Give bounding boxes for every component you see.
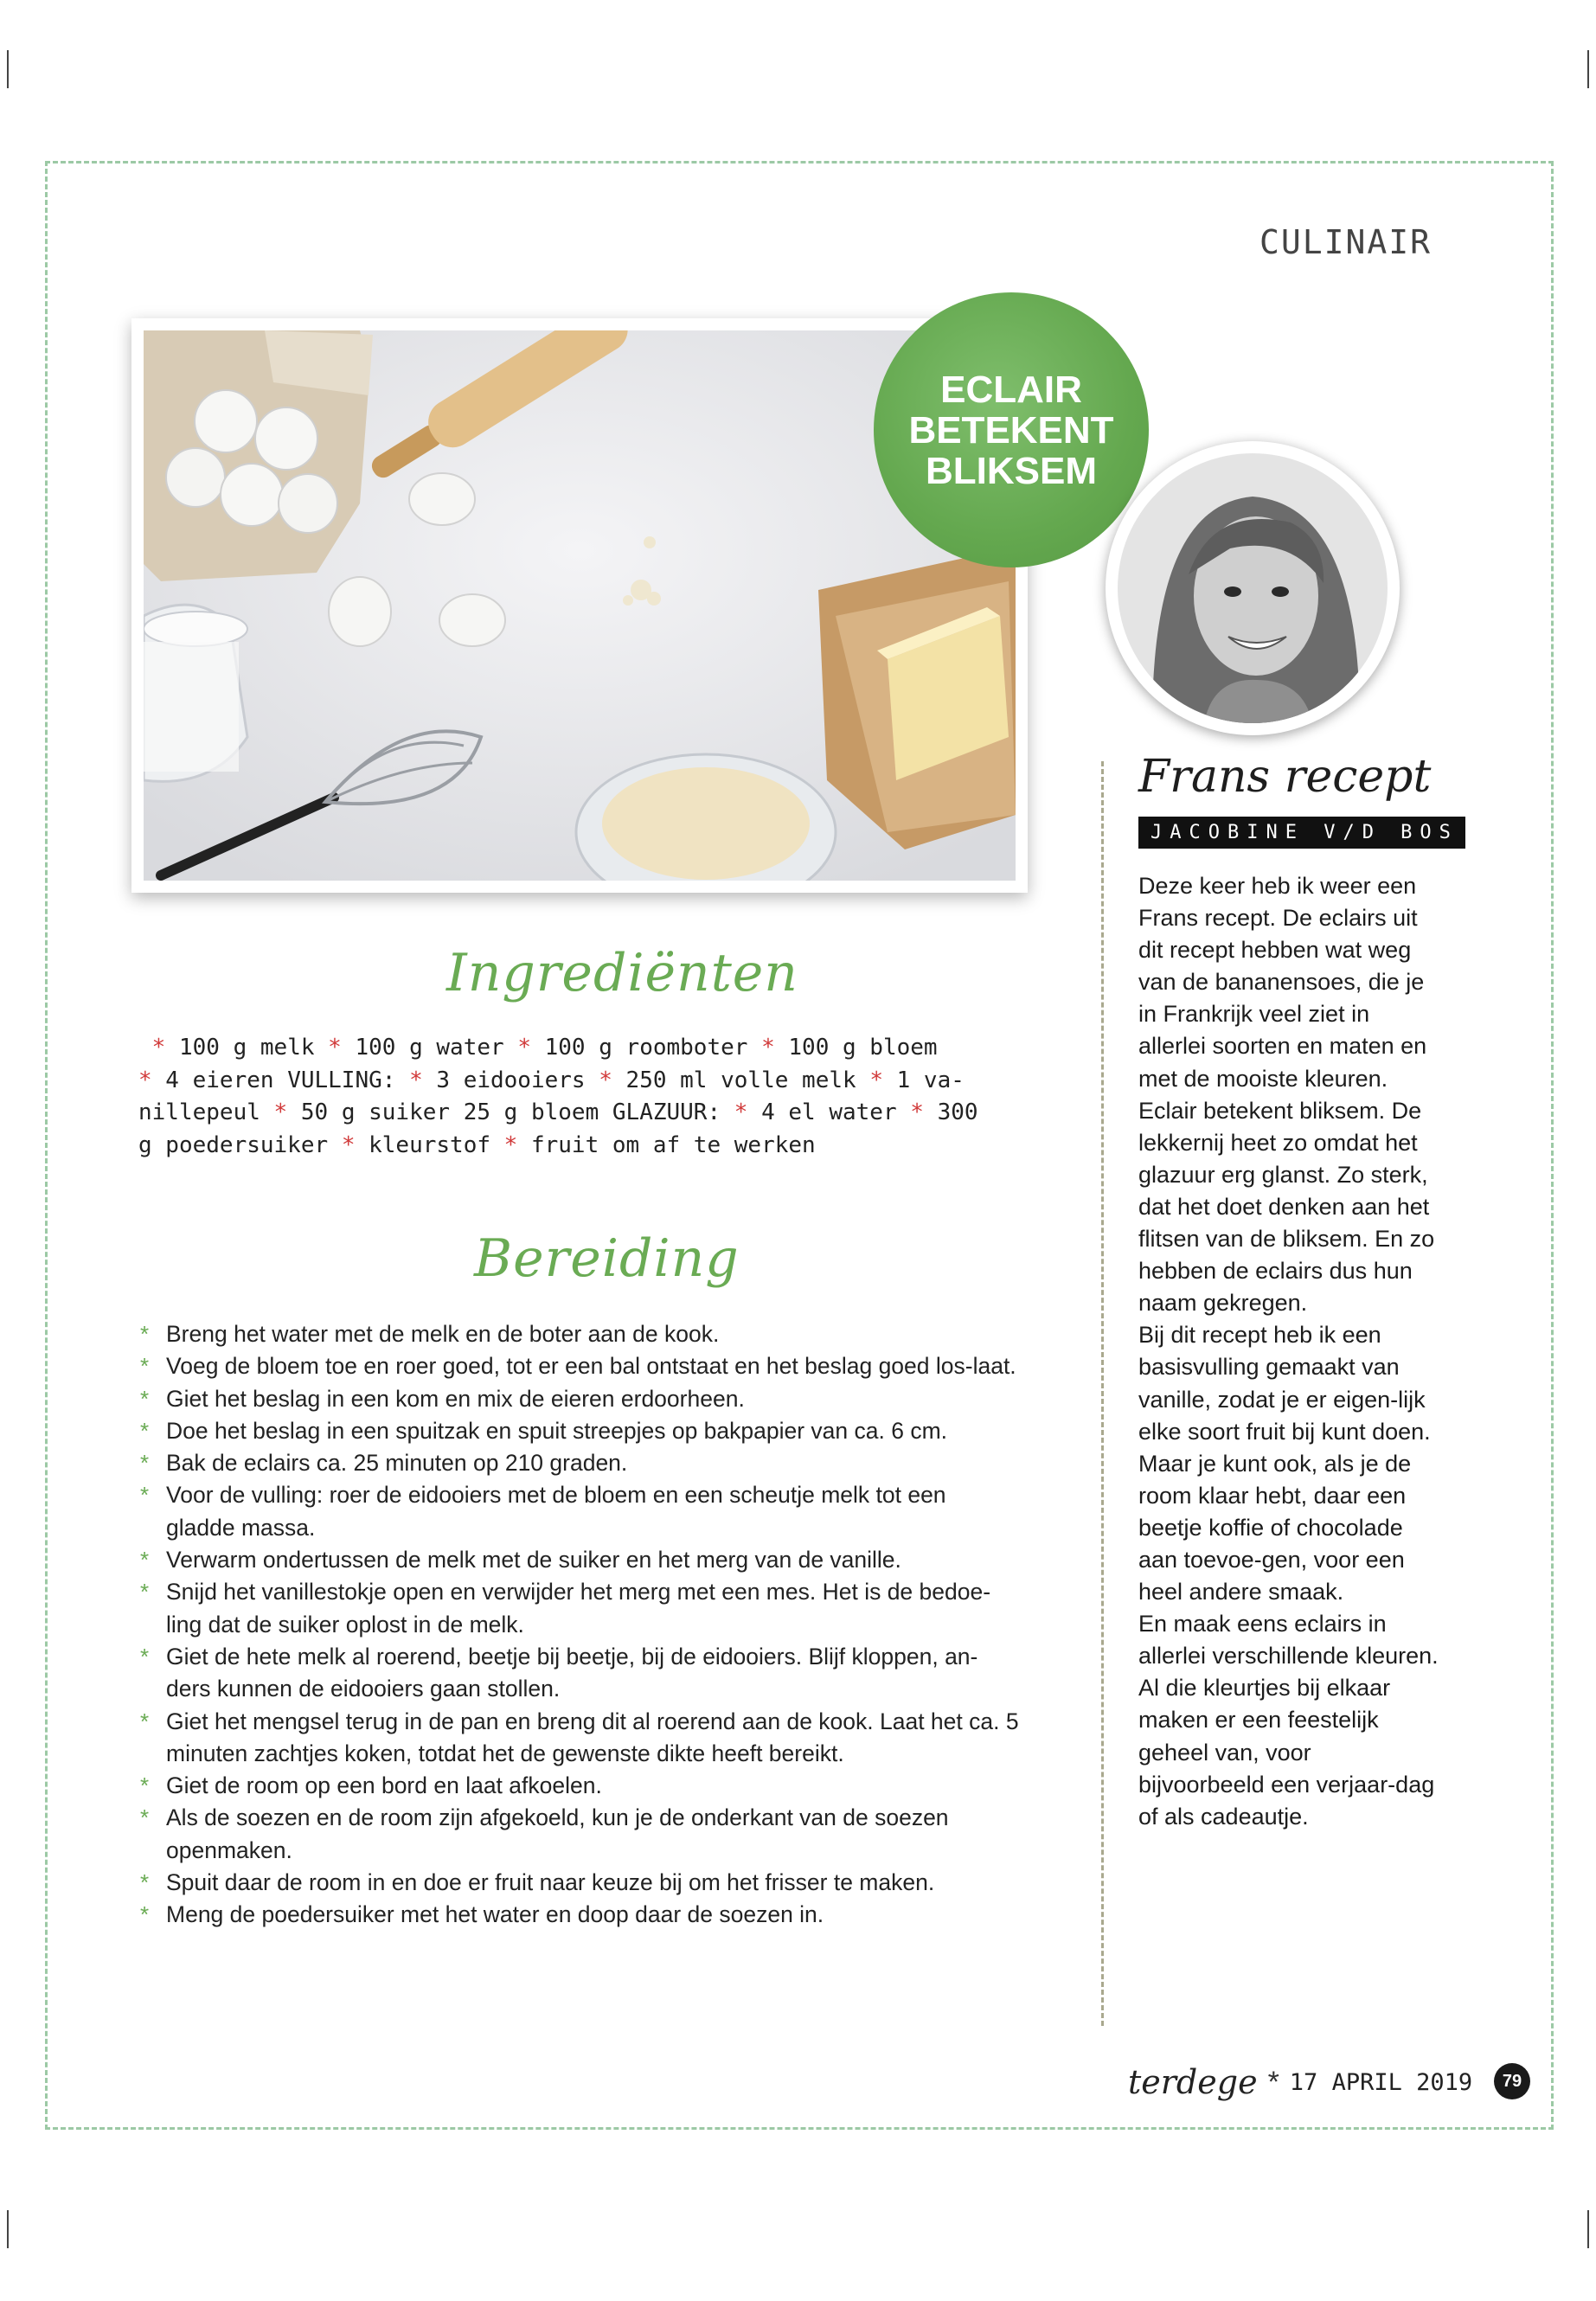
ingredient-text: 4 eieren VULLING: [151,1067,410,1093]
page-number: 79 [1494,2063,1530,2099]
ingredient-text: 100 g bloem [774,1035,938,1061]
ingredient-text: 250 ml volle melk [612,1067,870,1093]
ingredient-text: 100 g water [341,1035,518,1061]
sidebar-title: Frans recept [1138,751,1432,803]
preparation-step: * Doe het beslag in een spuitzak en spuit streepjes op bakpapier van ca. 6 cm. [138,1415,1021,1447]
ingredient-text: 100 g roomboter [530,1035,762,1061]
preparation-step: * Spuit daar de room in en doe er fruit naar keuze bij om het frisser te maken. [138,1867,1021,1899]
footer [1128,2063,1472,2101]
ingredient-separator: * [328,1035,342,1061]
ingredient-text: nillepeul [138,1099,274,1125]
ingredient-text: kleurstof [355,1131,504,1158]
ingredient-separator: * [761,1035,775,1061]
ingredient-separator: * [869,1067,883,1093]
sidebar-paragraph: Bij dit recept heb ik een basisvulling gemaakt van vanille, zodat je er eigen-lijk elke soort fruit bij kunt doen. Maar je kunt ook, als je de room klaar hebt, daar een beetje koffie of chocolade aan toevoe-gen, voor een heel andere smaak. [1138,1322,1431,1606]
sidebar-text [1138,870,1443,1833]
preparation-step: * Snijd het vanillestokje open en verwijder het merg met een mes. Het is de bedoe-ling dat de suiker oplost in de melk. [138,1576,1021,1641]
crop-mark [1587,2210,1589,2248]
ingredient-separator: * [910,1099,924,1125]
ingredient-line [138,1097,1012,1130]
ingredient-separator: * [151,1035,166,1061]
callout-badge-text: ECLAIR BETEKENT BLIKSEM [908,368,1114,492]
ingredient-text: 4 el water [747,1099,911,1125]
portrait-illustration [1118,453,1388,723]
sidebar-paragraph: En maak eens eclairs in allerlei verschillende kleuren. Al die kleurtjes bij elkaar maken er een feestelijk geheel van, voor bijvoorbeeld een verjaar-dag of als cadeautje. [1138,1611,1439,1830]
issue-date: 17 APRIL 2019 [1289,2068,1473,2096]
preparation-step: * Giet de hete melk al roerend, beetje bij beetje, bij de eidooiers. Blijf kloppen, an-ders kunnen de eidooiers gaan stollen. [138,1641,1021,1706]
ingredient-text: 1 va- [882,1067,965,1093]
magazine-brand: terdege [1128,2063,1258,2101]
sidebar-paragraph: Deze keer heb ik weer een Frans recept. De eclairs uit dit recept hebben wat weg van de bananensoes, die je in Frankrijk veel ziet in allerlei soorten en maten en met de mooiste kleuren. Eclair betekent bliksem. De lekkernij heet zo omdat het glazuur erg glanst. Zo sterk, dat het doet denken aan het flitsen van de bliksem. En zo hebben de eclairs dus hun naam gekregen. [1138,873,1435,1317]
ingredient-separator: * [599,1067,612,1093]
crop-mark [1587,50,1589,88]
ingredients-list [138,1032,1012,1162]
crop-mark [7,2210,9,2248]
ingredient-separator: * [503,1131,518,1158]
ingredient-text: 50 g suiker 25 g bloem GLAZUUR: [287,1099,734,1125]
preparation-step: * Giet het beslag in een kom en mix de eieren erdoorheen. [138,1383,1021,1415]
preparation-step: * Meng de poedersuiker met het water en doop daar de soezen in. [138,1899,1021,1931]
callout-badge [874,292,1149,567]
ingredient-line [138,1130,1012,1163]
preparation-step: * Voeg de bloem toe en roer goed, tot er een bal ontstaat en het beslag goed los-laat. [138,1350,1021,1382]
preparation-step: * Breng het water met de melk en de boter aan de kook. [138,1318,1021,1350]
ingredient-line [138,1065,1012,1098]
ingredient-line [138,1032,1012,1065]
preparation-heading: Bereiding [474,1228,740,1289]
ingredients-heading: Ingrediënten [446,943,798,1003]
ingredient-separator: * [273,1099,288,1125]
author-name: JACOBINE V/D BOS [1138,817,1465,849]
ingredient-separator: * [341,1131,356,1158]
ingredient-text [138,1035,152,1061]
ingredient-separator: * [409,1067,423,1093]
preparation-step: * Voor de vulling: roer de eidooiers met de bloem en een scheutje melk tot een gladde massa. [138,1479,1021,1544]
ingredient-separator: * [517,1035,531,1061]
preparation-step: * Bak de eclairs ca. 25 minuten op 210 graden. [138,1447,1021,1479]
footer-star: * [1267,2065,1279,2099]
ingredient-text: g poedersuiker [138,1131,342,1158]
section-label: CULINAIR [1259,223,1432,261]
ingredient-text: 3 eidooiers [422,1067,599,1093]
ingredient-separator: * [138,1067,152,1093]
preparation-step: * Giet het mengsel terug in de pan en breng dit al roerend aan de kook. Laat het ca. 5 minuten zachtjes koken, totdat het de gewenste dikte heeft bereikt. [138,1706,1021,1771]
ingredient-text: fruit om af te werken [517,1131,816,1158]
ingredient-text: 300 [923,1099,978,1125]
author-portrait [1106,441,1400,735]
ingredient-text: 100 g melk [165,1035,329,1061]
preparation-step: * Verwarm ondertussen de melk met de suiker en het merg van de vanille. [138,1544,1021,1576]
crop-mark [7,50,9,88]
ingredient-separator: * [734,1099,748,1125]
preparation-step: * Als de soezen en de room zijn afgekoeld, kun je de onderkant van de soezen openmaken. [138,1802,1021,1867]
column-divider [1101,761,1104,2026]
preparation-steps [138,1318,1021,1932]
preparation-step: * Giet de room op een bord en laat afkoelen. [138,1770,1021,1802]
